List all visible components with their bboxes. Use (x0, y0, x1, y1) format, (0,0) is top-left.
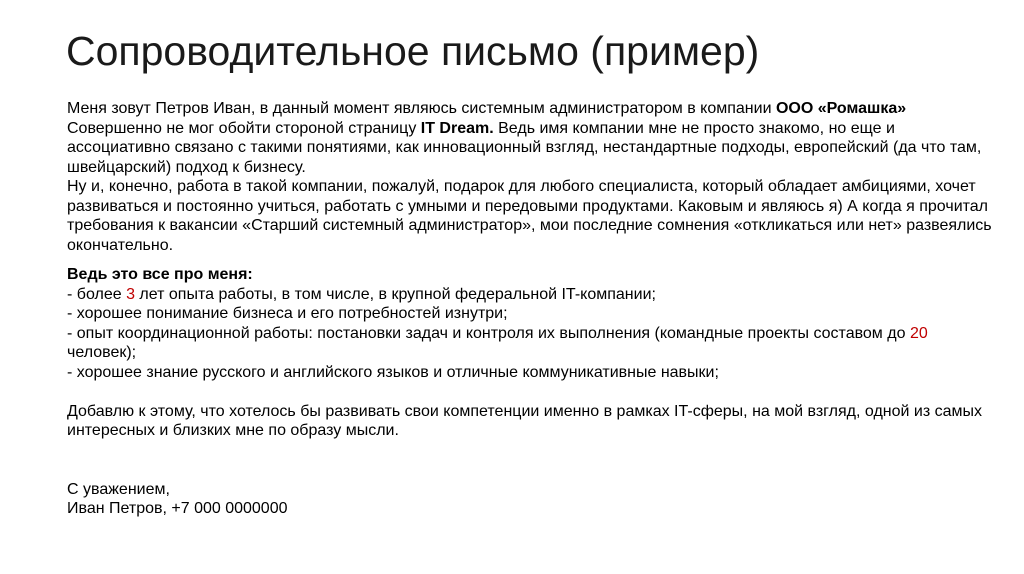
years-value: 3 (126, 285, 135, 303)
company-name: ООО «Ромашка» (775, 100, 907, 117)
team-size-value: 20 (909, 324, 928, 342)
interest-text-end: Ведь имя компании мне не просто знакомо, но еще и ассоциативно связано с такими понятиями, как инновационный взгляд, нестандартные подходы, европейский (да что там, швейцарский) подход к бизнесу. (67, 119, 982, 176)
qualifications-list (67, 285, 997, 383)
letter-body (67, 99, 997, 519)
list-item: - хорошее понимание бизнеса и его потребностей изнутри; (67, 305, 508, 322)
brand-name: IT Dream. (420, 119, 494, 137)
spacer (67, 441, 997, 461)
spacer (67, 255, 997, 265)
about-heading: Ведь это все про меня: (67, 266, 253, 283)
spacer (67, 460, 997, 480)
motivation-paragraph: Ну и, конечно, работа в такой компании, пожалуй, подарок для любого специалиста, который обладает амбициями, хочет развиваться и постоянно учиться, работать с умными и передовыми продуктами. Каковым и являюсь я) А когда я прочитал требования к вакансии «Старший системный администратор», мои последние сомнения «откликаться или нет» развеялись окончательно. (67, 178, 992, 254)
signature-block (67, 480, 997, 519)
page-title: Сопроводительное письмо (пример) (66, 28, 760, 74)
intro-text: Меня зовут Петров Иван, в данный момент являюсь системным администратором в компании (67, 100, 776, 117)
intro-paragraph (67, 99, 997, 119)
list-item: - опыт координационной работы: постановки задач и контроля их выполнения (командные проекты составом до 20 человек); (67, 324, 928, 361)
interest-text-start: Совершенно не мог обойти стороной страницу (67, 119, 421, 137)
list-item: - хорошее знание русского и английского языков и отличные коммуникативные навыки; (67, 363, 719, 381)
signature-name-phone: Иван Петров, +7 000 0000000 (67, 500, 288, 517)
interest-paragraph (67, 119, 997, 178)
closing-paragraph: Добавлю к этому, что хотелось бы развивать свои компетенции именно в рамках IT-сферы, на мой взгляд, одной из самых интересных и близких мне по образу мысли. (67, 402, 983, 439)
spacer (67, 382, 997, 402)
signature-regards: С уважением, (67, 480, 170, 498)
list-item: - более 3 лет опыта работы, в том числе, в крупной федеральной IT-компании; (67, 285, 656, 303)
